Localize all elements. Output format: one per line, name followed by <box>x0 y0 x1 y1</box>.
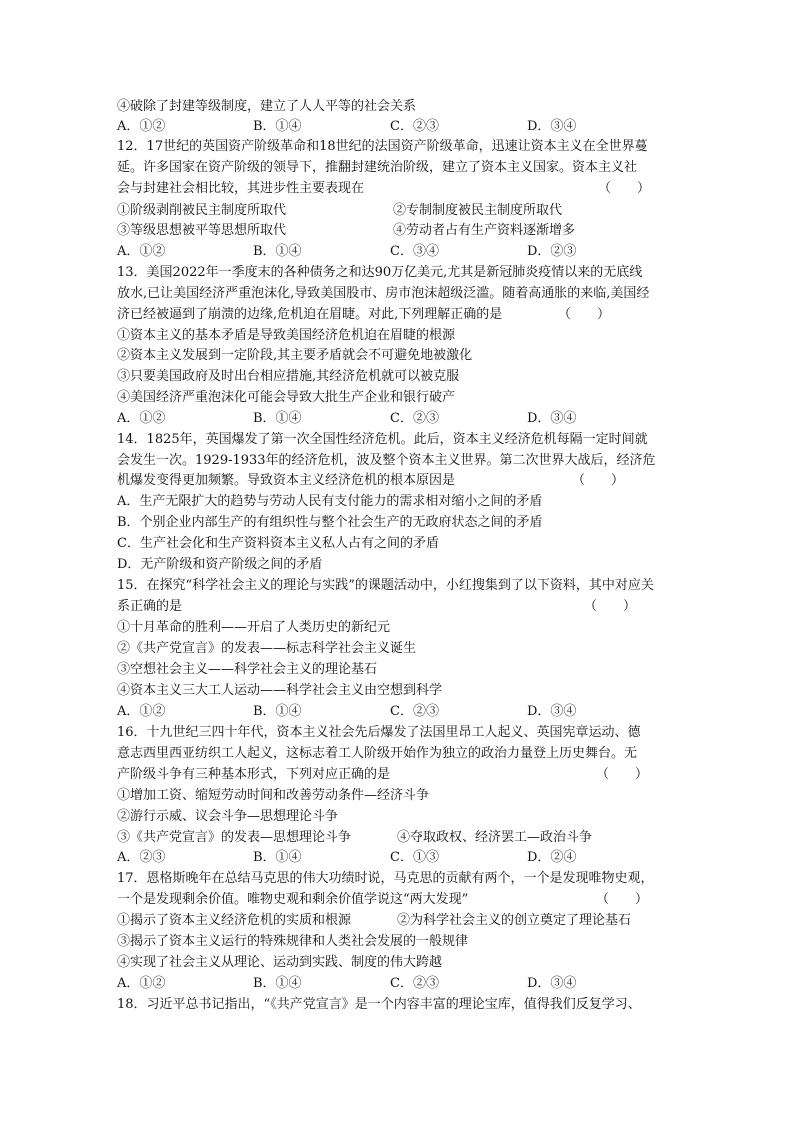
q13-option-c: C．②③ <box>390 411 439 426</box>
q14-choice-c: C．生产社会化和生产资料资本主义私人占有之间的矛盾 <box>117 536 439 551</box>
q13-item-2: ②资本主义发展到一定阶段,其主要矛盾就会不可避免地被激化 <box>117 348 473 363</box>
q18-stem-line1: 18．习近平总书记指出，“《共产党宣言》是一个内容丰富的理论宝库，值得我们反复学习、 <box>117 997 641 1012</box>
q16-stem-line1: 16．十九世纪三四十年代，资本主义社会先后爆发了法国里昂工人起义、英国宪章运动、德 <box>117 725 641 740</box>
q17-item-2: ②为科学社会主义的创立奠定了理论基石 <box>397 913 632 928</box>
q16-stem-line2: 意志西里西亚纺织工人起义，这标志着工人阶级开始作为独立的政治力量登上历史舞台。无 <box>117 746 638 761</box>
q12-option-a: A．①② <box>117 244 166 259</box>
q12-option-b: B．①④ <box>253 244 302 259</box>
q15-stem-line2: 系正确的是 <box>117 599 183 614</box>
q12-item-3: ③等级思想被平等思想所取代 <box>117 223 287 238</box>
q13-item-3: ③只要美国政府及时出台相应措施,其经济危机就可以被克服 <box>117 369 460 384</box>
q15-option-a: A．①② <box>117 704 166 719</box>
q12-items-row1 <box>117 202 677 220</box>
q16-item-3: ③《共产党宣言》的发表—思想理论斗争 <box>117 830 352 845</box>
q14-stem-line2: 会发生一次。1929-1933年的经济危机，波及整个资本主义世界。第二次世界大战后，经济危 <box>117 453 656 468</box>
q12-answer-blank: （ ） <box>598 181 651 196</box>
q16-item-1: ①增加工资、缩短劳动时间和改善劳动条件—经济斗争 <box>117 788 430 803</box>
q16-option-a: A．②③ <box>117 850 166 865</box>
q16-items-row <box>117 829 677 847</box>
q17-stem-line2: 一个是发现剩余价值。唯物史观和剩余价值学说这“两大发现” <box>117 892 469 907</box>
q13-stem-line2: 放水,已让美国经济严重泡沫化,导致美国股市、房市泡沫超级泛滥。随着高通胀的来临,美国经 <box>117 286 650 301</box>
q17-option-b: B．①④ <box>253 976 302 991</box>
q17-option-a: A．①② <box>117 976 166 991</box>
q16-option-c: C．①③ <box>390 850 439 865</box>
q11-option-c: C．②③ <box>390 119 439 134</box>
q15-item-4: ④资本主义三大工人运动——科学社会主义由空想到科学 <box>117 683 443 698</box>
q11-option-a: A．①② <box>117 119 166 134</box>
q12-option-c: C．③④ <box>390 244 439 259</box>
q13-option-d: D．③④ <box>527 411 577 426</box>
q11-option-d: D．③④ <box>527 119 577 134</box>
q17-option-c: C．②③ <box>390 976 439 991</box>
q17-answer-blank: （ ） <box>596 892 649 907</box>
q12-item-4: ④劳动者占有生产资料逐渐增多 <box>393 223 576 238</box>
q13-stem-line3: 济已经被逼到了崩溃的边缘,危机迫在眉睫。对此,下列理解正确的是 <box>117 307 503 322</box>
q13-option-b: B．①④ <box>253 411 302 426</box>
q17-items-row <box>117 912 677 930</box>
q14-choice-d: D．无产阶级和资产阶级之间的矛盾 <box>117 557 323 572</box>
q13-answer-blank: （ ） <box>558 307 611 322</box>
q13-item-1: ①资本主义的基本矛盾是导致美国经济危机迫在眉睫的根源 <box>117 328 456 343</box>
q12-item-1: ①阶级剥削被民主制度所取代 <box>117 203 287 218</box>
q17-item-3: ③揭示了资本主义运行的特殊规律和人类社会发展的一般规律 <box>117 934 469 949</box>
q16-item-2: ②游行示威、议会斗争—思想理论斗争 <box>117 809 339 824</box>
q15-item-3: ③空想社会主义——科学社会主义的理论基石 <box>117 662 378 677</box>
q15-answer-blank: （ ） <box>584 599 637 614</box>
q17-item-4: ④实现了社会主义从理论、运动到实践、制度的伟大跨越 <box>117 955 443 970</box>
q15-option-b: B．①④ <box>253 704 302 719</box>
q17-item-1: ①揭示了资本主义经济危机的实质和根源 <box>117 913 352 928</box>
q13-item-4: ④美国经济严重泡沫化可能会导致大批生产企业和银行破产 <box>117 390 456 405</box>
q13-option-a: A．①② <box>117 411 166 426</box>
q12-stem-line3: 会与封建社会相比较，其进步性主要表现在 <box>117 181 365 196</box>
q12-item-2: ②专制制度被民主制度所取代 <box>393 203 563 218</box>
q14-stem-line1: 14．1825年，英国爆发了第一次全国性经济危机。此后，资本主义经济危机每隔一定时间就 <box>117 432 648 447</box>
q16-stem-line3: 产阶级斗争有三种基本形式，下列对应正确的是 <box>117 767 391 782</box>
q15-option-c: C．②③ <box>390 704 439 719</box>
q16-item-4: ④夺取政权、经济罢工—政治斗争 <box>397 830 593 845</box>
q15-option-d: D．③④ <box>527 704 577 719</box>
q14-stem-line3: 机爆发变得更加频繁。导致资本主义经济危机的根本原因是 <box>117 473 456 488</box>
q12-stem-line1: 12．17世纪的英国资产阶级革命和18世纪的法国资产阶级革命，迅速让资本主义在全世界蔓 <box>117 139 648 154</box>
q14-choice-a: A．生产无限扩大的趋势与劳动人民有支付能力的需求相对缩小之间的矛盾 <box>117 494 543 509</box>
q15-stem-line1: 15．在探究“科学社会主义的理论与实践”的课题活动中，小红搜集到了以下资料，其中对应关 <box>117 578 654 593</box>
q13-stem-line1: 13．美国2022年一季度末的各种债务之和达90万亿美元,尤其是新冠肺炎疫情以来的无底线 <box>117 265 643 280</box>
q12-stem-line2: 延。许多国家在资产阶级的领导下，推翻封建统治阶级，建立了资本主义国家。资本主义社 <box>117 160 638 175</box>
q15-item-2: ②《共产党宣言》的发表——标志科学社会主义诞生 <box>117 641 417 656</box>
q14-answer-blank: （ ） <box>572 473 625 488</box>
q12-items-row2 <box>117 222 677 240</box>
q11-item-4: ④破除了封建等级制度，建立了人人平等的社会关系 <box>117 99 417 114</box>
q16-option-d: D．②④ <box>527 850 577 865</box>
q15-item-1: ①十月革命的胜利——开启了人类历史的新纪元 <box>117 620 391 635</box>
q17-stem-line1: 17．恩格斯晚年在总结马克思的伟大功绩时说，马克思的贡献有两个，一个是发现唯物史观， <box>117 871 654 886</box>
q16-option-b: B．①④ <box>253 850 302 865</box>
q11-option-b: B．①④ <box>253 119 302 134</box>
q16-answer-blank: （ ） <box>596 767 649 782</box>
q17-option-d: D．③④ <box>527 976 577 991</box>
q12-option-d: D．②③ <box>527 244 577 259</box>
q14-choice-b: B．个别企业内部生产的有组织性与整个社会生产的无政府状态之间的矛盾 <box>117 515 543 530</box>
